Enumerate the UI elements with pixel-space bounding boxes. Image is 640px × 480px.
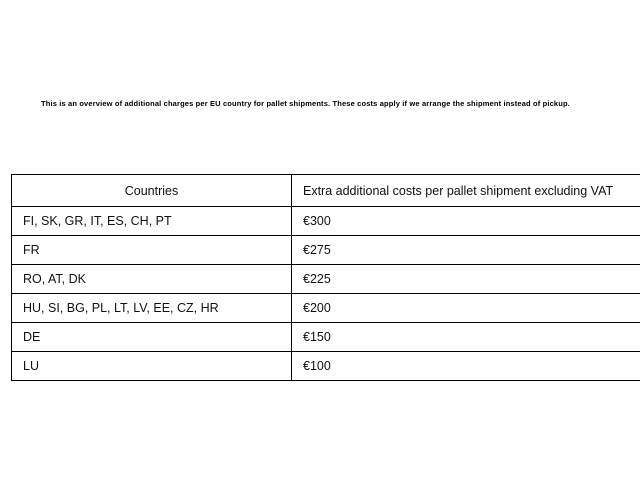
charges-table bbox=[11, 174, 640, 381]
table-row bbox=[12, 294, 640, 323]
table-row bbox=[12, 236, 640, 265]
cell-cost: €150 bbox=[292, 323, 640, 352]
cell-countries: FI, SK, GR, IT, ES, CH, PT bbox=[12, 207, 292, 236]
cell-countries: DE bbox=[12, 323, 292, 352]
column-header-costs: Extra additional costs per pallet shipment excluding VAT bbox=[292, 175, 640, 207]
intro-paragraph: This is an overview of additional charges per EU country for pallet shipments. These costs apply if we arrange the shipment instead of pickup. bbox=[41, 98, 570, 108]
cell-countries: FR bbox=[12, 236, 292, 265]
cell-cost: €300 bbox=[292, 207, 640, 236]
cell-countries: LU bbox=[12, 352, 292, 381]
cell-cost: €275 bbox=[292, 236, 640, 265]
table-header-row bbox=[12, 175, 640, 207]
cell-countries: RO, AT, DK bbox=[12, 265, 292, 294]
cell-countries: HU, SI, BG, PL, LT, LV, EE, CZ, HR bbox=[12, 294, 292, 323]
cell-cost: €225 bbox=[292, 265, 640, 294]
table-row bbox=[12, 265, 640, 294]
cell-cost: €100 bbox=[292, 352, 640, 381]
table-row bbox=[12, 323, 640, 352]
table-row bbox=[12, 352, 640, 381]
column-header-countries: Countries bbox=[12, 175, 292, 207]
table-row bbox=[12, 207, 640, 236]
charges-table-container bbox=[11, 174, 631, 381]
table-body bbox=[12, 207, 640, 381]
cell-cost: €200 bbox=[292, 294, 640, 323]
table-header bbox=[12, 175, 640, 207]
